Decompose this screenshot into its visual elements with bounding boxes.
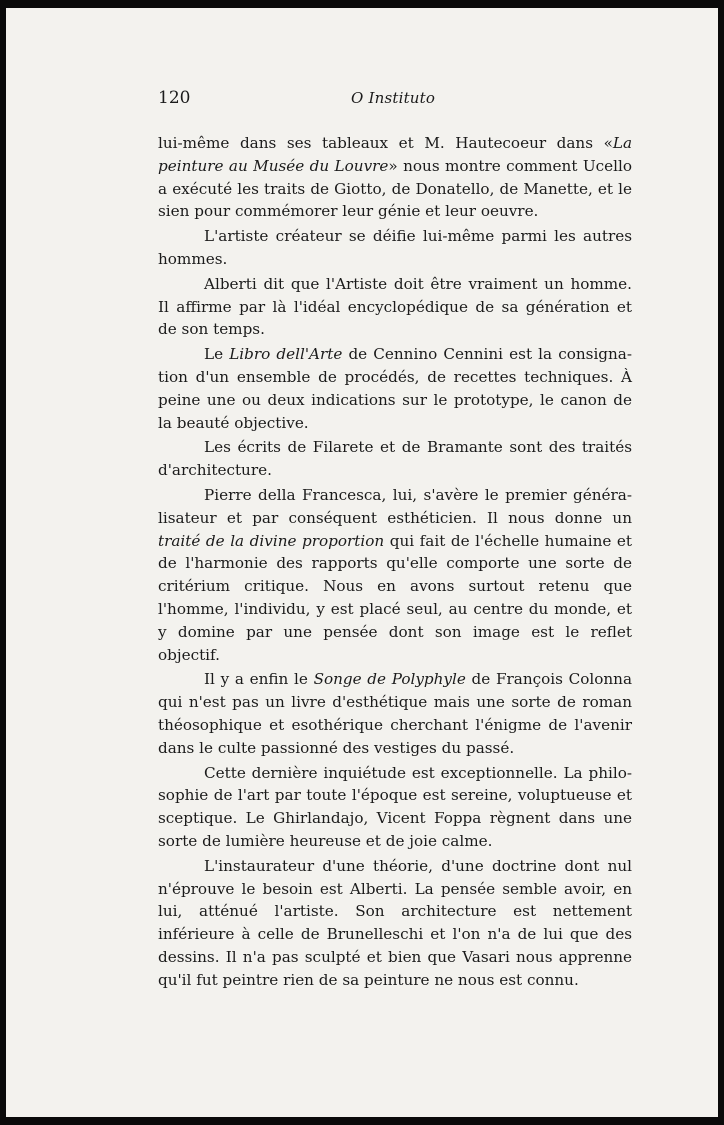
- book-page: [6, 8, 718, 1117]
- paragraph: Le Libro dell'Arte de Cennino Cennini est la consignation d'un ensemble de procédés, de recettes techniques. À peine une ou deux indications sur le prototype, le canon de la beauté objective.: [158, 345, 632, 432]
- running-title: O Instituto: [351, 89, 436, 107]
- paragraph: L'artiste créateur se déifie lui-même parmi les autres hommes.: [158, 227, 632, 268]
- paragraph: Les écrits de Filarete et de Bramante sont des traités d'architecture.: [158, 438, 632, 480]
- book-title: traité de la divine proportion: [158, 531, 385, 550]
- book-title: Songe de Polyphyle: [313, 670, 466, 689]
- paragraph: Il y a enfin le Songe de Polyphyle de François Colonna qui n'est pas un livre d'esthétique mais une sorte de roman théosophique et esothérique cherchant l'énigme de l'avenir dans le culte passionné des vestiges du passé.: [158, 670, 632, 757]
- paragraph: Cette dernière inquiétude est exceptionnelle. La philosophie de l'art par toute l'époque est sereine, voluptueuse et sceptique. Le Ghirlandajo, Vicent Foppa règnent dans une sorte de lumière heureuse et de joie calme.: [158, 763, 632, 850]
- page-header: [158, 88, 632, 114]
- paragraph: Alberti dit que l'Artiste doit être vraiment un homme. Il affirme par là l'idéal encyclopédique de sa génération et de son temps.: [158, 274, 632, 339]
- page-number: 120: [158, 88, 191, 108]
- paragraph: Pierre della Francesca, lui, s'avère le premier généralisateur et par conséquent esthéticien. Il nous donne un traité de la divine proportion qui fait de l'échelle humaine et de l'harmonie des rapports qu'elle comporte une sorte de critérium critique. Nous en avons surtout retenu que l'homme, l'individu, y est placé seul, au centre du monde, et y domine par une pensée dont son image est le reflet objectif.: [158, 485, 632, 664]
- paragraph: lui-même dans ses tableaux et M. Hautecoeur dans «La peinture au Musée du Louvre» nous montre comment Ucello a exécuté les traits de Giotto, de Donatello, de Manette, et le sien pour commémorer leur génie et leur oeuvre.: [158, 134, 632, 221]
- book-title: La peinture au Musée du Louvre: [158, 134, 632, 175]
- book-title: Libro dell'Arte: [229, 345, 343, 364]
- body-text: [158, 132, 632, 993]
- paragraph: L'instaurateur d'une théorie, d'une doctrine dont nul n'éprouve le besoin est Alberti. La pensée semble avoir, en lui, atténué l'artiste. Son architecture est nettement inférieure à celle de Brunelleschi et l'on n'a de lui que des dessins. Il n'a pas sculpté et bien que Vasari nous apprenne qu'il fut peintre rien de sa peinture ne nous est connu.: [158, 856, 632, 989]
